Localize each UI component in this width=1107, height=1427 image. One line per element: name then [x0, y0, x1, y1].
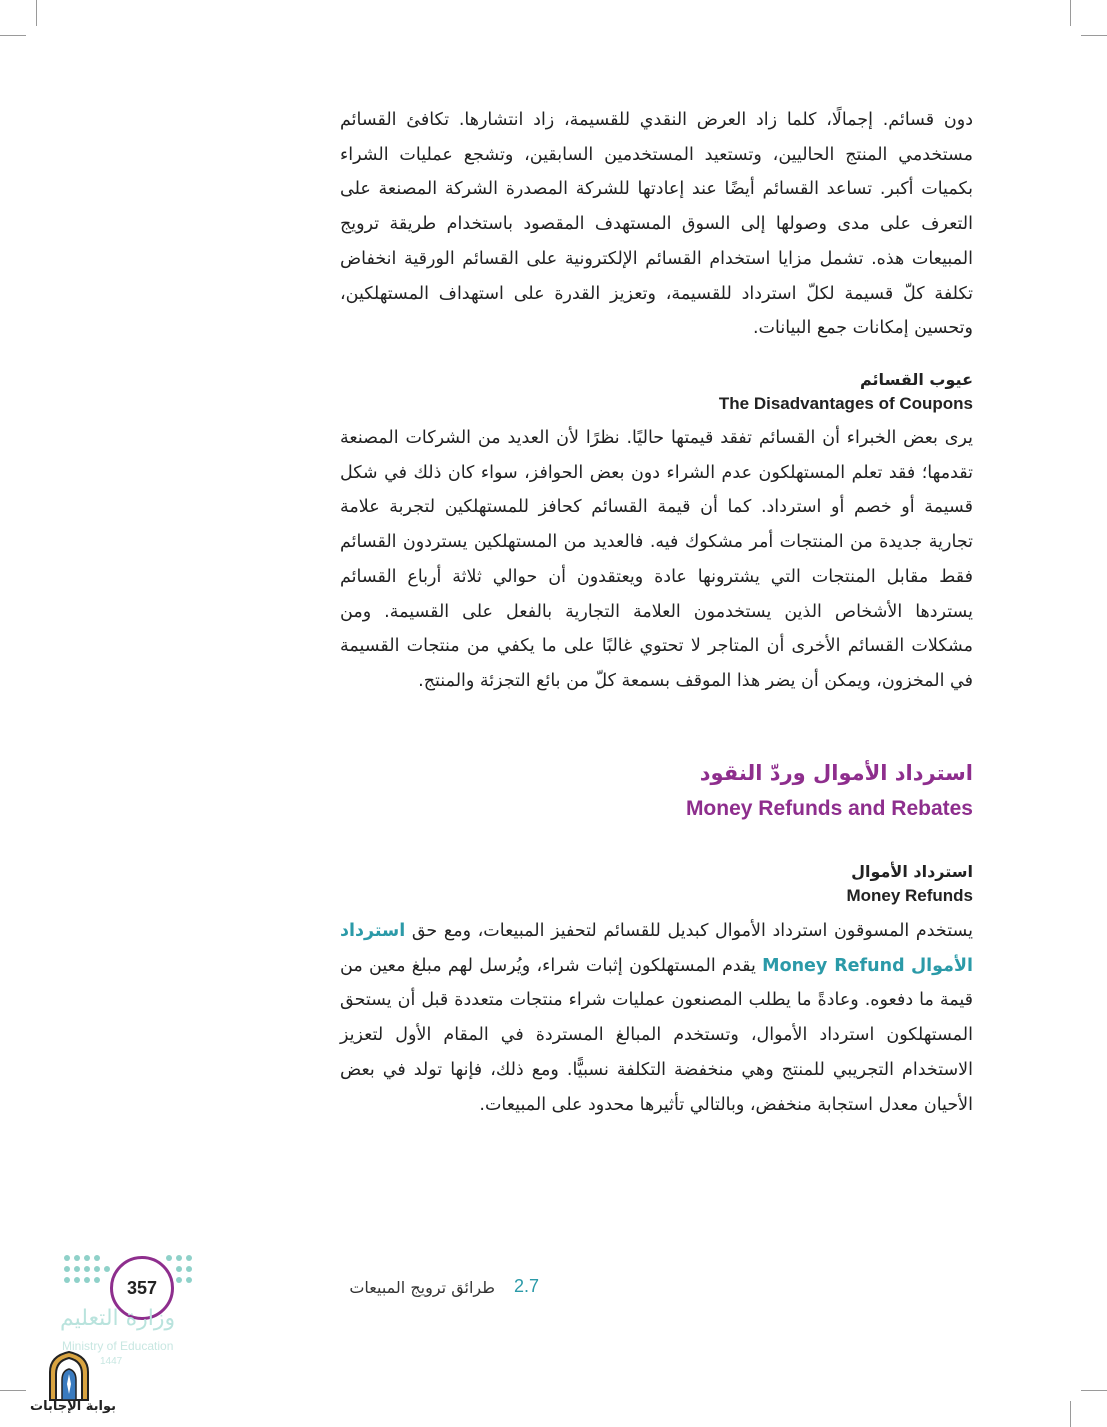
refunds-heading-en: Money Refunds [846, 886, 973, 905]
disadvantages-paragraph: يرى بعض الخبراء أن القسائم تفقد قيمتها حاليًا. نظرًا لأن العديد من الشركات المصنعة تقدمها؛ فقد تعلم المستهلكون عدم الشراء دون بعض الحوافز، سواء كان ذلك في شكل قسيمة أو خصم أو استرداد. كما أن قيمة القسائم كحافز للمستهلكين لتجربة علامة تجارية جديدة من المنتجات أمر مشكوك فيه. فالعديد من المستهلكين يستردون القسائم فقط مقابل المنتجات التي يشترونها عادة ويعتقدون أن حوالي ثلاثة أرباع القسائم يستردها الأشخاص الذين يستخدمون العلامة التجارية بالفعل على القسيمة. ومن مشكلات القسائم الأخرى أن المتاجر لا تحتوي غالبًا على ما يكفي من منتجات القسيمة في المخزون، ويمكن أن يضر هذا الموقف بسمعة كلّ من بائع التجزئة والمنتج. [340, 428, 973, 691]
chapter-number: 2.7 [514, 1276, 540, 1296]
section-title-ar: استرداد الأموال وردّ النقود [699, 761, 973, 785]
crop-mark [0, 35, 26, 36]
crop-mark [1081, 1390, 1107, 1391]
refunds-paragraph [340, 914, 973, 1122]
disadvantages-heading-block [340, 368, 973, 416]
crop-mark [0, 1390, 26, 1391]
term-money-refund-ar: استرداد الأموال [340, 921, 973, 976]
refunds-text-after: يقدم المستهلكون إثبات شراء، ويُرسل لهم مبلغ معين من قيمة ما دفعوه. وعادةً ما يطلب المصنعون عمليات شراء منتجات متعددة قبل أن يستحق المستهلكون استرداد الأموال، وتستخدم المبالغ المستردة في المقام الأول لتعزيز الاستخدام التجريبي للمنتج وهي منخفضة التكلفة نسبيًّا. ومع ذلك، فإنها تولد في بعض الأحيان معدل استجابة منخفض، وبالتالي تأثيرها محدود على المبيعات. [340, 955, 973, 1115]
section-title-en: Money Refunds and Rebates [685, 797, 973, 820]
term-money-refund-en: Money Refund [762, 955, 905, 976]
refunds-text-before: يستخدم المسوقون استرداد الأموال كبديل للقسائم لتحفيز المبيعات، ومع حق [405, 921, 973, 941]
disadvantages-heading-ar: عيوب القسائم [860, 370, 973, 389]
gate-logo-icon [44, 1350, 94, 1406]
ministry-name-en: Ministry of Education [62, 1339, 174, 1353]
disadvantages-heading-en: The Disadvantages of Coupons [718, 394, 973, 413]
disadvantages-paragraph-block [340, 421, 973, 699]
crop-mark [36, 0, 37, 26]
refunds-paragraph-block [340, 914, 973, 1122]
intro-paragraph: دون قسائم. إجمالًا، كلما زاد العرض النقدي للقسيمة، زاد انتشارها. تكافئ القسائم مستخدمي المنتج الحاليين، وتستعيد المستخدمين السابقين، وتشجع عمليات الشراء بكميات أكبر. تساعد القسائم أيضًا عند إعادتها للشركة المصدرة الشركة المصنعة على التعرف على مدى وصولها إلى السوق المستهدف المقصود باستخدام طريقة ترويج المبيعات هذه. تشمل مزايا استخدام القسائم الإلكترونية على القسائم الورقية انخفاض تكلفة كلّ قسيمة لكلّ استرداد للقسيمة، وتعزيز القدرة على استهداف المستهلكين، وتحسين إمكانات جمع البيانات. [340, 110, 973, 339]
page-number: 357 [126, 1277, 158, 1298]
crop-mark [1081, 35, 1107, 36]
section-title-block [340, 755, 973, 827]
intro-paragraph-block [340, 103, 973, 346]
refunds-heading-ar: استرداد الأموال [851, 862, 973, 881]
ministry-name-ar: وزارة التعليم [60, 1306, 176, 1331]
crop-mark [1070, 1401, 1071, 1427]
crop-mark [1070, 0, 1071, 26]
chapter-title: طرائق ترويج المبيعات [349, 1278, 495, 1297]
site-name: بوابة الإجابات [30, 1399, 116, 1414]
refunds-heading-block [340, 860, 973, 908]
ministry-year: 1447 [100, 1356, 123, 1367]
